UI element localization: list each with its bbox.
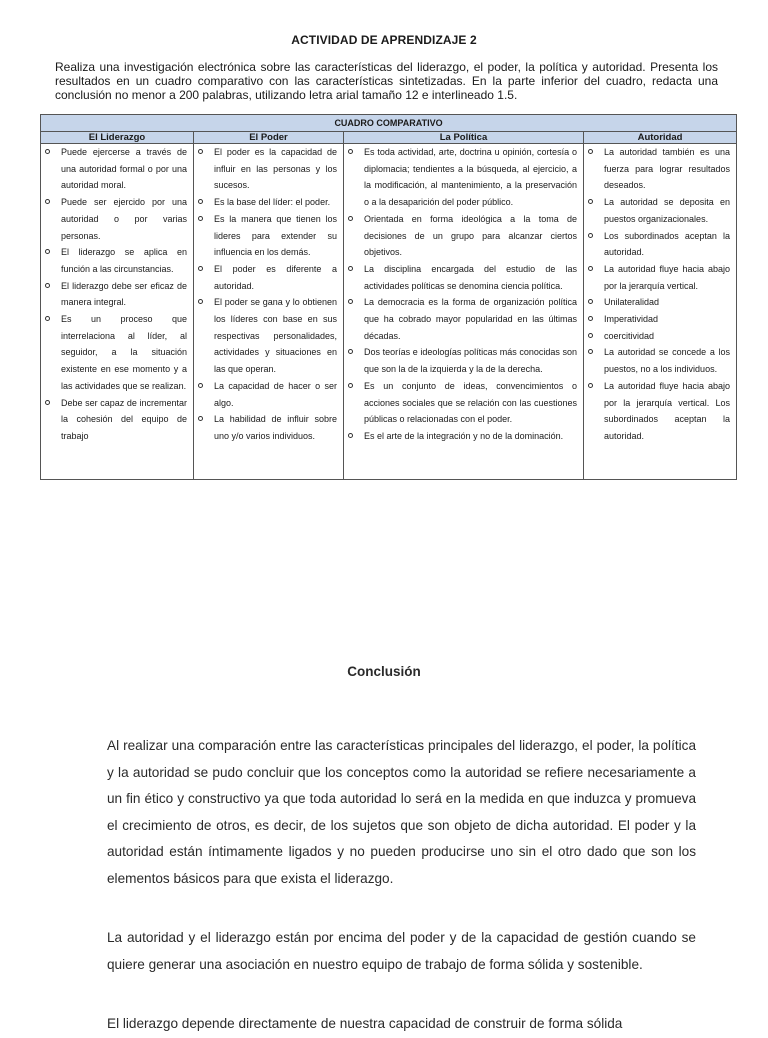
list-item: La autoridad se deposita en puestos organizacionales.: [584, 191, 736, 227]
list-item: Dos teorías e ideologías políticas más conocidas son que son la de la izquierda y la de la derecha.: [344, 341, 583, 377]
bullet-list: [344, 141, 583, 445]
list-item: Es el arte de la integración y no de la dominación.: [344, 425, 583, 445]
instructions-paragraph: Realiza una investigación electrónica sobre las características del liderazgo, el poder, la política y autoridad. Presenta los resultados en un cuadro comparativo con las características sintetizadas. En la parte inferior del cuadro, redacta una conclusión no menor a 200 palabras, utilizando letra arial tamaño 12 e interlineado 1.5.: [55, 60, 718, 102]
conclusion-paragraph-2: La autoridad y el liderazgo están por encima del poder y de la capacidad de gestión cuando se quiere generar una asociación en nuestro equipo de trabajo de forma sólida y sostenible.: [107, 930, 696, 972]
bullet-list: [584, 141, 736, 445]
column-header-autoridad: Autoridad: [584, 132, 737, 144]
list-item: La autoridad se concede a los puestos, no a los individuos.: [584, 341, 736, 377]
list-item: La capacidad de hacer o ser algo.: [194, 375, 343, 411]
list-item: Los subordinados aceptan la autoridad.: [584, 225, 736, 261]
list-item: La autoridad fluye hacia abajo por la jerarquía vertical.: [584, 258, 736, 294]
list-item: Es la manera que tienen los lideres para extender su influencia en los demás.: [194, 208, 343, 261]
list-item: Puede ser ejercido por una autoridad o por varias personas.: [41, 191, 193, 244]
list-item: El liderazgo se aplica en función a las circunstancias.: [41, 241, 193, 277]
column-cell-el-poder: [194, 144, 344, 480]
conclusion-title: Conclusión: [347, 664, 421, 679]
list-item: La autoridad fluye hacia abajo por la jerarquía vertical. Los subordinados aceptan la autoridad.: [584, 375, 736, 445]
list-item: El poder es la capacidad de influir en las personas y los sucesos.: [194, 141, 343, 194]
list-item: La disciplina encargada del estudio de las actividades políticas se denomina ciencia política.: [344, 258, 583, 294]
list-item: La democracia es la forma de organización política que ha cobrado mayor popularidad en las últimas décadas.: [344, 291, 583, 344]
list-item: El liderazgo debe ser eficaz de manera integral.: [41, 275, 193, 311]
list-item: El poder se gana y lo obtienen los líderes con base en sus respectivas personalidades, actividades y situaciones en las que operan.: [194, 291, 343, 378]
column-header-la-politica: La Política: [344, 132, 584, 144]
column-cell-la-politica: [344, 144, 584, 480]
list-item: Debe ser capaz de incrementar la cohesión del equipo de trabajo: [41, 392, 193, 445]
conclusion-paragraph-3: El liderazgo depende directamente de nuestra capacidad de construir de forma sólida: [107, 1016, 623, 1031]
column-header-el-poder: El Poder: [194, 132, 344, 144]
comparison-table: [40, 114, 737, 480]
list-item: Es la base del líder: el poder.: [194, 191, 343, 211]
list-item: Unilateralidad: [584, 291, 736, 311]
list-item: Puede ejercerse a través de una autoridad formal o por una autoridad moral.: [41, 141, 193, 194]
list-item: Es un proceso que interrelaciona al líder, al seguidor, a la situación existente en ese momento y a las actividades que se realizan.: [41, 308, 193, 395]
list-item: El poder es diferente a autoridad.: [194, 258, 343, 294]
list-item: Imperatividad: [584, 308, 736, 328]
table-caption: CUADRO COMPARATIVO: [41, 115, 737, 132]
bullet-list: [41, 141, 193, 445]
column-cell-el-liderazgo: [41, 144, 194, 480]
list-item: Orientada en forma ideológica a la toma de decisiones de un grupo para alcanzar ciertos objetivos.: [344, 208, 583, 261]
list-item: Es un conjunto de ideas, convencimientos o acciones sociales que se relación con las cuestiones públicas o relacionadas con el poder.: [344, 375, 583, 428]
list-item: La autoridad también es una fuerza para lograr resultados deseados.: [584, 141, 736, 194]
conclusion-paragraph-1: Al realizar una comparación entre las características principales del liderazgo, el poder, la política y la autoridad se pudo concluir que los conceptos como la autoridad se refiere necesariamente a un fin ético y constructivo ya que toda autoridad lo será en la medida en que induzca y promueva el crecimiento de otros, es decir, de los sujetos que son objeto de dicha autoridad. El poder y la autoridad están íntimamente ligados y no pueden producirse uno sin el otro dado que son los elementos básicos para que exista el liderazgo.: [107, 738, 696, 886]
column-cell-autoridad: [584, 144, 737, 480]
bullet-list: [194, 141, 343, 445]
list-item: Es toda actividad, arte, doctrina u opinión, cortesía o diplomacia; tendientes a la búsqueda, al ejercicio, a la modificación, al mantenimiento, a la preservación o a la desaparición del poder público.: [344, 141, 583, 211]
list-item: La habilidad de influir sobre uno y/o varios individuos.: [194, 408, 343, 444]
list-item: coercitividad: [584, 325, 736, 345]
column-header-el-liderazgo: El Liderazgo: [41, 132, 194, 144]
document-title: ACTIVIDAD DE APRENDIZAJE 2: [291, 33, 477, 47]
